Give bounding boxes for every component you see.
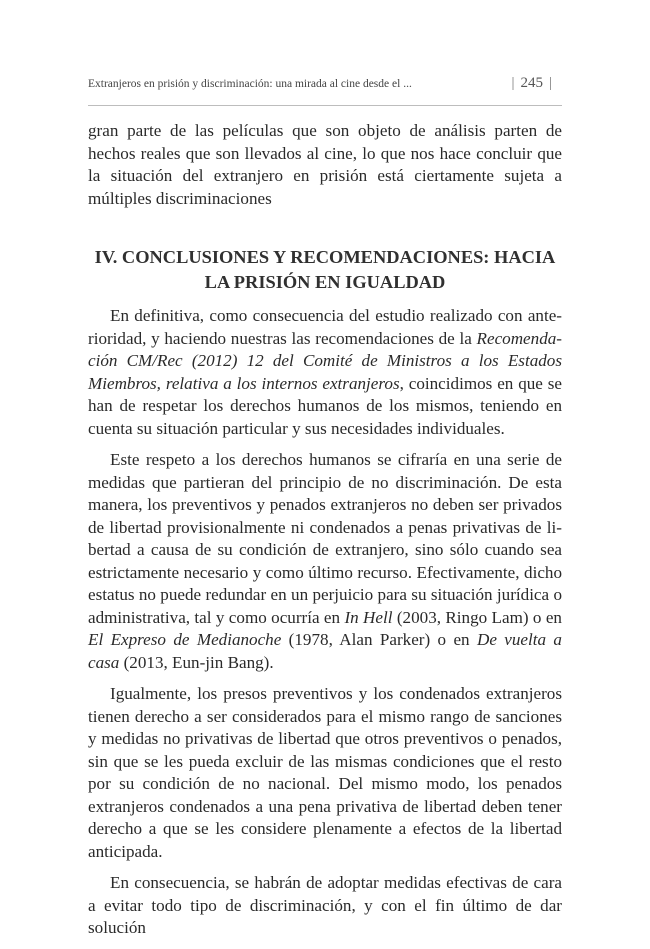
running-header — [88, 75, 562, 98]
paragraph-2-text-b: (2003, Ringo Lam) o en — [392, 607, 562, 627]
paragraph-2-text-c: (1978, Alan Parker) o en — [281, 630, 477, 649]
page-number: 245 — [520, 75, 543, 91]
paragraph-4: En consecuencia, se habrán de adoptar medidas efectivas de cara a evitar todo tipo de discriminación, y con el fin último de dar solución — [88, 873, 562, 937]
paragraph-1-text-a: En definitiva, como consecuencia del estudio realizado con anterioridad, y haciendo nuestras las recomendaciones de la — [88, 306, 562, 348]
film-title-expreso: El Expreso de Medianoche — [88, 630, 282, 649]
paragraph-2 — [88, 449, 562, 674]
paragraph-2-text-d: (2013, Eun-jin Bang). — [119, 652, 274, 672]
paragraph-2-text-a: Este respeto a los derechos humanos se cifraría en una serie de medidas que partieran del principio de no discriminación. De esta manera, los preventivos y penados extranjeros no deben ser privados de libertad provisionalmente ni condenados a penas privativas de libertad a causa de su condición de extranjero, sino sólo cuando sea estrictamente necesario y como último recurso. Efectivamente, dicho estatus no puede redundar en un perjuicio para su situación jurídica o administrativa, tal y como ocurría en — [88, 450, 562, 627]
paragraph-1 — [88, 305, 562, 440]
recommendation-title: Recomendación CM/Rec (2012) 12 del Comité de Ministros a los Estados Miembros, relativa a los internos extranjeros — [88, 328, 562, 393]
running-title: Extranjeros en prisión y discriminación: una mirada al cine desde el ... — [88, 78, 412, 90]
page-number-bar-left: | — [511, 75, 515, 91]
page-number-bar-right: | — [548, 75, 552, 91]
paragraph-3: Igualmente, los presos preventivos y los condenados extranjeros tienen derecho a ser considerados para el mismo rango de sanciones y medidas no privativas de libertad que otros preventivos o penados, sin que se les pueda excluir de las mismas condiciones que el resto por su condición de no nacional. Del mismo modo, los penados extranjeros condenados a una pena privativa de libertad deben tener derecho a que se les considere plenamente a efectos de la libertad anticipada. — [88, 684, 562, 861]
header-divider — [88, 105, 562, 106]
paragraph-1-text-b: , coincidimos en que se han de respetar los derechos humanos de los mismos, teniendo en cuenta su situación particular y sus necesidades individuales. — [88, 373, 562, 438]
film-title-in-hell: In Hell — [344, 607, 393, 627]
page-number-group — [505, 75, 558, 92]
intro-paragraph: gran parte de las películas que son objeto de análisis parten de hechos reales que son llevados al cine, lo que nos hace concluir que la situación del extranjero en prisión está ciertamente sujeta a múltiples discriminaciones — [88, 121, 562, 208]
body-text — [88, 305, 562, 949]
section-heading: IV. CONCLUSIONES Y RECOMENDACIONES: HACIA LA PRISIÓN EN IGUALDAD — [94, 247, 556, 292]
intro-paragraph-block — [88, 120, 562, 210]
film-title-de-vuelta: De vuelta a casa — [88, 630, 562, 672]
